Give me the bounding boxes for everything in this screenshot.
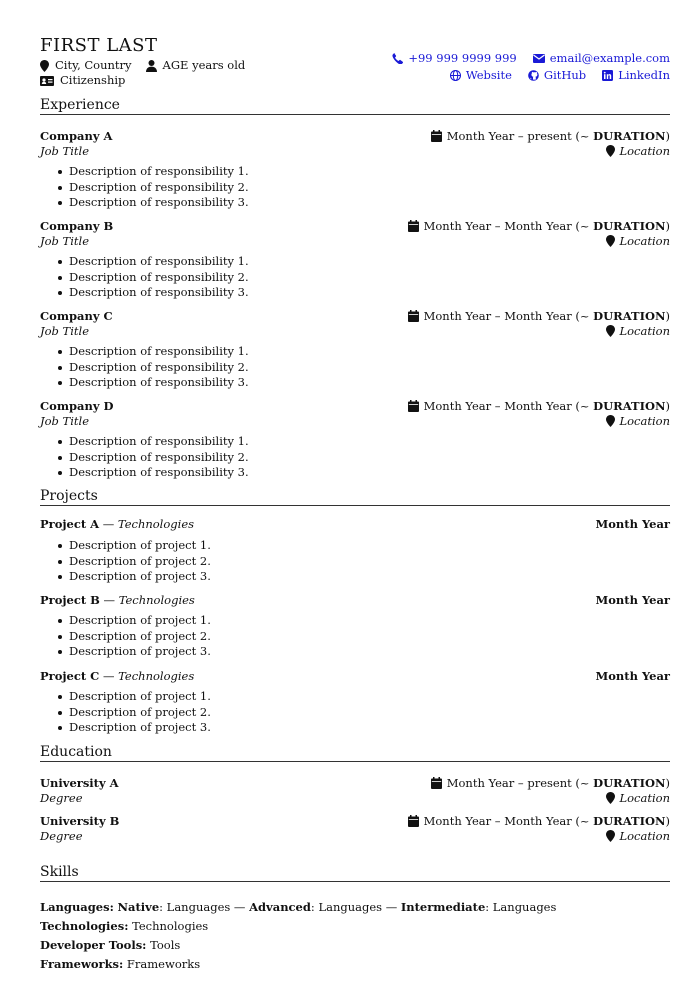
school-name: University A [40, 775, 119, 790]
education-entry [40, 775, 670, 805]
map-marker-icon [606, 415, 615, 427]
date-range: Month Year – Month Year (~ [423, 398, 594, 413]
citizenship-text: Citizenship [60, 73, 126, 87]
map-marker-icon [606, 792, 615, 804]
list-item: Description of responsibility 1. [69, 254, 670, 270]
responsibility-list [40, 434, 670, 481]
project-entry [40, 668, 670, 736]
map-marker-icon [606, 235, 615, 247]
date-range: Month Year – present (~ [446, 775, 594, 790]
project-name: Project B [40, 592, 100, 607]
school-location: Location [619, 828, 670, 843]
calendar-icon [408, 400, 419, 412]
technologies-row: Technologies: Technologies [40, 919, 209, 933]
personal-info [40, 58, 245, 88]
list-item: Description of responsibility 3. [69, 285, 670, 301]
project-bullets [40, 689, 670, 736]
project-tech: Technologies [118, 668, 195, 683]
map-marker-icon [40, 60, 49, 72]
linkedin-icon [602, 70, 613, 81]
list-item: Description of responsibility 1. [69, 164, 670, 180]
school-location: Location [619, 790, 670, 805]
list-item: Description of responsibility 3. [69, 375, 670, 391]
location-text: City, Country [55, 58, 132, 72]
degree: Degree [40, 790, 83, 805]
project-tech: Technologies [118, 592, 195, 607]
github-icon [528, 70, 539, 81]
frameworks-row: Frameworks: Frameworks [40, 957, 201, 971]
separator: — [99, 592, 119, 607]
list-item: Description of project 2. [69, 554, 670, 570]
responsibility-list [40, 254, 670, 301]
school-name: University B [40, 813, 120, 828]
email-link[interactable] [533, 50, 670, 67]
list-item: Description of responsibility 2. [69, 270, 670, 286]
project-date: Month Year [595, 668, 670, 683]
paren: ) [665, 398, 670, 413]
user-icon [146, 60, 157, 72]
company-name: Company B [40, 218, 114, 233]
list-item: Description of responsibility 3. [69, 465, 670, 481]
project-name: Project A [40, 516, 100, 531]
paren: ) [665, 813, 670, 828]
education-entry [40, 813, 670, 843]
job-location: Location [619, 233, 670, 248]
website-text: Website [465, 68, 512, 82]
candidate-name: FIRST LAST [40, 35, 158, 56]
languages-row: Languages: Native: Languages — Advanced: Languages — Intermediate: Languages [40, 900, 557, 914]
list-item: Description of responsibility 2. [69, 450, 670, 466]
tools-row: Developer Tools: Tools [40, 938, 181, 952]
globe-icon [450, 70, 461, 81]
calendar-icon [408, 815, 419, 827]
date-range: Month Year – present (~ [446, 128, 594, 143]
email-text: email@example.com [549, 51, 670, 65]
duration: DURATION [593, 775, 666, 790]
list-item: Description of project 1. [69, 689, 670, 705]
responsibility-list [40, 344, 670, 391]
paren: ) [665, 218, 670, 233]
list-item: Description of project 2. [69, 705, 670, 721]
company-name: Company A [40, 128, 113, 143]
list-item: Description of responsibility 1. [69, 344, 670, 360]
project-date: Month Year [595, 592, 670, 607]
list-item: Description of project 3. [69, 720, 670, 736]
job-location: Location [619, 143, 670, 158]
project-tech: Technologies [117, 516, 195, 531]
experience-entry [40, 218, 670, 301]
job-title: Job Title [40, 323, 90, 338]
skills-list [40, 898, 556, 974]
id-card-icon [40, 76, 54, 86]
map-marker-icon [606, 830, 615, 842]
duration: DURATION [593, 128, 666, 143]
list-item: Description of project 1. [69, 613, 670, 629]
paren: ) [665, 775, 670, 790]
job-location: Location [619, 413, 670, 428]
responsibility-list [40, 164, 670, 211]
company-name: Company D [40, 398, 114, 413]
project-entry [40, 592, 670, 660]
date-range: Month Year – Month Year (~ [423, 813, 594, 828]
github-text: GitHub [543, 68, 587, 82]
skills-heading: Skills [40, 864, 670, 882]
duration: DURATION [593, 813, 666, 828]
list-item: Description of project 2. [69, 629, 670, 645]
job-title: Job Title [40, 233, 90, 248]
calendar-icon [431, 777, 442, 789]
date-range: Month Year – Month Year (~ [423, 308, 594, 323]
project-bullets [40, 613, 670, 660]
job-location: Location [619, 323, 670, 338]
list-item: Description of project 3. [69, 644, 670, 660]
list-item: Description of responsibility 1. [69, 434, 670, 450]
phone-text: +99 999 9999 999 [408, 51, 517, 65]
age-text: AGE years old [162, 58, 246, 72]
experience-entry [40, 308, 670, 391]
experience-heading: Experience [40, 97, 670, 115]
date-range: Month Year – Month Year (~ [423, 218, 594, 233]
separator: — [99, 516, 118, 531]
company-name: Company C [40, 308, 113, 323]
map-marker-icon [606, 145, 615, 157]
website-link[interactable] [450, 67, 512, 84]
degree: Degree [40, 828, 83, 843]
calendar-icon [408, 220, 419, 232]
contact-links [392, 50, 670, 84]
list-item: Description of project 1. [69, 538, 670, 554]
github-link[interactable] [528, 67, 586, 84]
paren: ) [665, 308, 670, 323]
project-name: Project C [40, 668, 100, 683]
calendar-icon [431, 130, 442, 142]
job-title: Job Title [40, 413, 90, 428]
phone-icon [392, 53, 403, 64]
list-item: Description of responsibility 2. [69, 360, 670, 376]
duration: DURATION [593, 398, 666, 413]
project-bullets [40, 538, 670, 585]
separator: — [99, 668, 119, 683]
linkedin-text: LinkedIn [618, 68, 670, 82]
paren: ) [665, 128, 670, 143]
experience-entry [40, 128, 670, 211]
envelope-icon [533, 54, 545, 63]
project-date: Month Year [595, 516, 670, 531]
list-item: Description of responsibility 3. [69, 195, 670, 211]
phone-link[interactable] [392, 50, 516, 67]
project-entry [40, 516, 670, 585]
education-heading: Education [40, 744, 670, 762]
list-item: Description of responsibility 2. [69, 180, 670, 196]
duration: DURATION [593, 308, 666, 323]
calendar-icon [408, 310, 419, 322]
projects-heading: Projects [40, 488, 670, 506]
experience-entry [40, 398, 670, 481]
linkedin-link[interactable] [602, 67, 670, 84]
map-marker-icon [606, 325, 615, 337]
list-item: Description of project 3. [69, 569, 670, 585]
duration: DURATION [593, 218, 666, 233]
job-title: Job Title [40, 143, 90, 158]
